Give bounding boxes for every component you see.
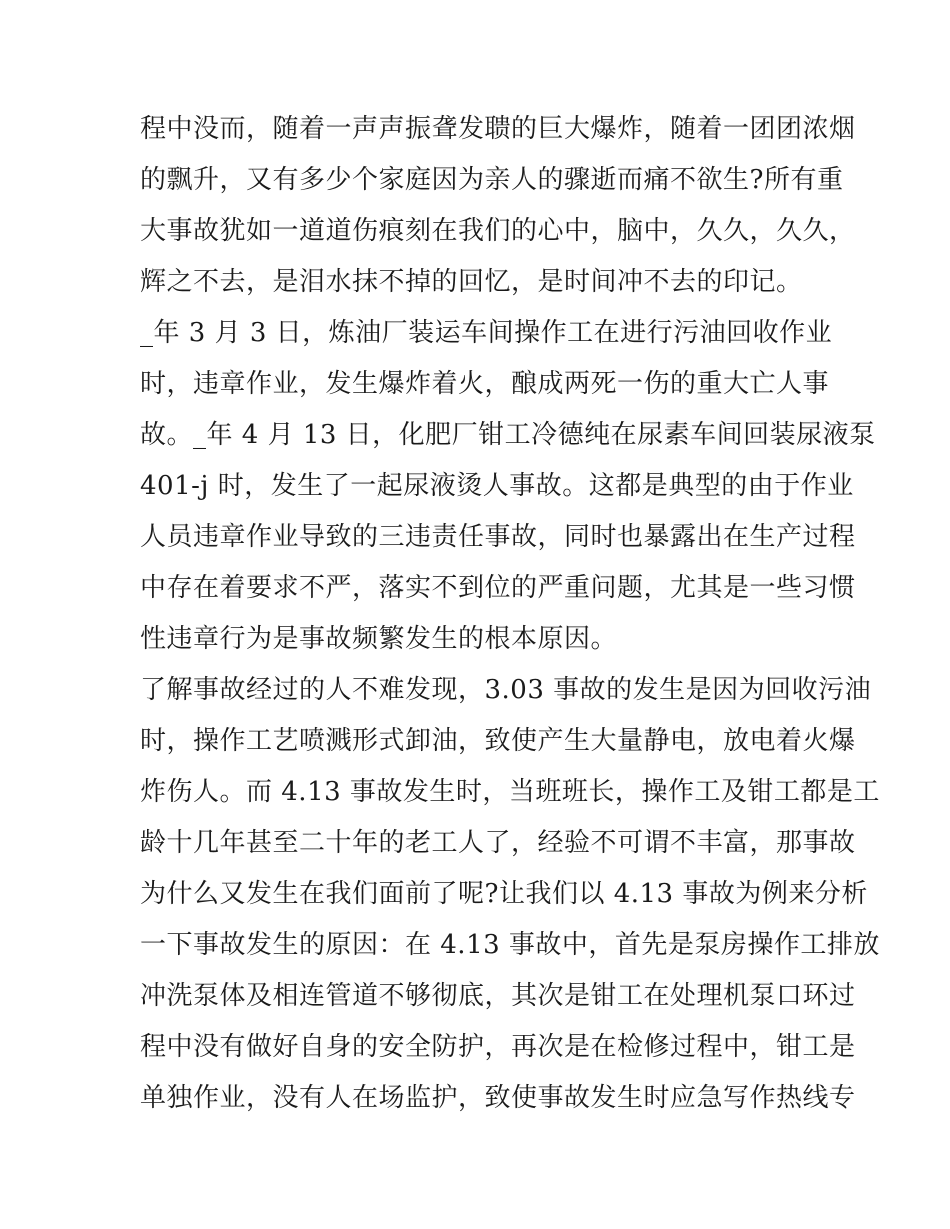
text-line: 人员违章作业导致的三违责任事故，同时也暴露出在生产过程 <box>140 522 856 552</box>
text-line: 401-j 时，发生了一起尿液烫人事故。这都是典型的由于作业 <box>140 471 854 501</box>
text-line: 程中没而，随着一声声振聋发聩的巨大爆炸，随着一团团浓烟 <box>140 114 856 144</box>
text-line: 炸伤人。而 4.13 事故发生时，当班班长，操作工及钳工都是工 <box>140 777 880 807</box>
text-line: 辉之不去，是泪水抹不掉的回忆，是时间冲不去的印记。 <box>140 267 803 297</box>
text-line: 故。_年 4 月 13 日，化肥厂钳工冷德纯在尿素车间回装尿液泵 <box>140 420 876 450</box>
text-line: 龄十几年甚至二十年的老工人了，经验不可谓不丰富，那事故 <box>140 828 856 858</box>
text-line: 为什么又发生在我们面前了呢?让我们以 4.13 事故为例来分析 <box>140 879 868 909</box>
text-line: 时，操作工艺喷溅形式卸油，致使产生大量静电，放电着火爆 <box>140 726 856 756</box>
text-line: 时，违章作业，发生爆炸着火，酿成两死一伤的重大亡人事 <box>140 369 830 399</box>
text-line: 大事故犹如一道道伤痕刻在我们的心中，脑中，久久，久久， <box>140 216 856 246</box>
text-line: 的飘升，又有多少个家庭因为亲人的骤逝而痛不欲生?所有重 <box>140 165 844 195</box>
text-line: 性违章行为是事故频繁发生的根本原因。 <box>140 624 618 654</box>
text-line: 单独作业，没有人在场监护，致使事故发生时应急写作热线专 <box>140 1083 856 1113</box>
text-line: 了解事故经过的人不难发现，3.03 事故的发生是因为回收污油 <box>140 675 872 705</box>
body-text <box>140 104 880 1124</box>
text-line: 一下事故发生的原因：在 4.13 事故中，首先是泵房操作工排放 <box>140 930 880 960</box>
text-line: 冲洗泵体及相连管道不够彻底，其次是钳工在处理机泵口环过 <box>140 981 856 1011</box>
text-line: 程中没有做好自身的安全防护，再次是在检修过程中，钳工是 <box>140 1032 856 1062</box>
text-line: _年 3 月 3 日，炼油厂装运车间操作工在进行污油回收作业 <box>140 318 833 348</box>
text-line: 中存在着要求不严，落实不到位的严重问题，尤其是一些习惯 <box>140 573 856 603</box>
